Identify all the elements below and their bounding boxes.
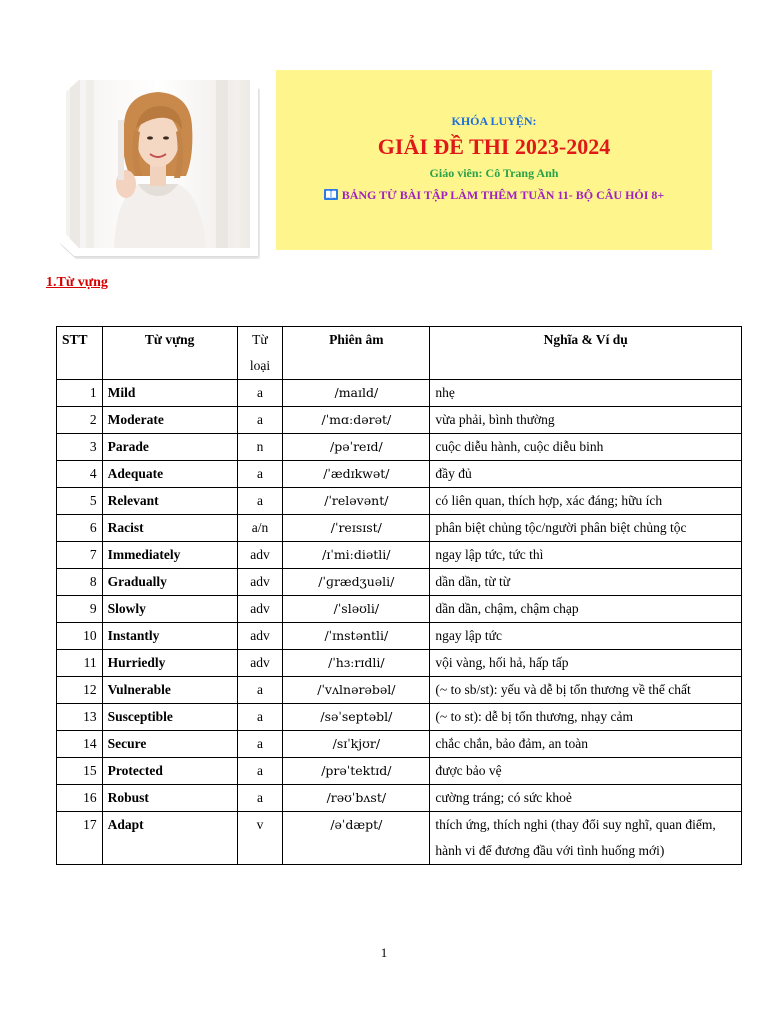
row-word: Gradually	[102, 569, 237, 596]
row-word-type: adv	[237, 542, 283, 569]
row-word: Vulnerable	[102, 677, 237, 704]
table-row	[57, 380, 742, 407]
row-stt: 7	[57, 542, 103, 569]
row-ipa: /prəˈtektɪd/	[283, 758, 430, 785]
row-meaning: vội vàng, hối hả, hấp tấp	[430, 650, 742, 677]
row-stt: 2	[57, 407, 103, 434]
row-word-type: a	[237, 488, 283, 515]
row-ipa: /maɪld/	[283, 380, 430, 407]
row-meaning: cường tráng; có sức khoẻ	[430, 785, 742, 812]
header-stt: STT	[57, 327, 103, 380]
row-ipa: /rəʊˈbʌst/	[283, 785, 430, 812]
page-number: 1	[380, 945, 388, 960]
table-row	[57, 785, 742, 812]
row-ipa: /pəˈreɪd/	[283, 434, 430, 461]
row-word-type: a	[237, 677, 283, 704]
row-meaning: ngay lập tức, tức thì	[430, 542, 742, 569]
row-word: Susceptible	[102, 704, 237, 731]
row-word-type: a	[237, 461, 283, 488]
row-ipa: /əˈdæpt/	[283, 812, 430, 865]
row-word-type: a	[237, 704, 283, 731]
section-title-vocabulary: 1.Từ vựng	[46, 275, 108, 290]
row-meaning: (~ to sb/st): yếu và dễ bị tổn thương về thể chất	[430, 677, 742, 704]
row-word-type: a	[237, 731, 283, 758]
teacher-name: Giáo viên: Cô Trang Anh	[429, 166, 559, 180]
row-stt: 11	[57, 650, 103, 677]
row-meaning: vừa phải, bình thường	[430, 407, 742, 434]
row-meaning: (~ to st): dễ bị tổn thương, nhạy cảm	[430, 704, 742, 731]
table-header-row	[57, 327, 742, 380]
banner-subtitle	[276, 188, 712, 203]
row-word: Immediately	[102, 542, 237, 569]
row-meaning: có liên quan, thích hợp, xác đáng; hữu ích	[430, 488, 742, 515]
row-stt: 5	[57, 488, 103, 515]
row-stt: 4	[57, 461, 103, 488]
table-row	[57, 488, 742, 515]
table-row	[57, 677, 742, 704]
row-word-type: a	[237, 758, 283, 785]
row-ipa: /ˈreləvənt/	[283, 488, 430, 515]
course-title: GIẢI ĐỀ THI 2023-2024	[377, 134, 611, 159]
row-word: Robust	[102, 785, 237, 812]
row-stt: 16	[57, 785, 103, 812]
row-word: Relevant	[102, 488, 237, 515]
row-word-type: adv	[237, 650, 283, 677]
row-word-type: adv	[237, 596, 283, 623]
row-meaning: dần dần, chậm, chậm chạp	[430, 596, 742, 623]
row-stt: 12	[57, 677, 103, 704]
row-word: Adequate	[102, 461, 237, 488]
header-meaning: Nghĩa & Ví dụ	[430, 327, 742, 380]
table-row	[57, 515, 742, 542]
row-ipa: /ˈmɑːdərət/	[283, 407, 430, 434]
table-row	[57, 731, 742, 758]
row-ipa: /ˈreɪsɪst/	[283, 515, 430, 542]
banner-subtitle-text: BẢNG TỪ BÀI TẬP LÀM THÊM TUẦN 11- BỘ CÂU HỎI 8+	[341, 188, 665, 202]
row-stt: 9	[57, 596, 103, 623]
open-book-icon	[324, 189, 338, 200]
row-word-type: v	[237, 812, 283, 865]
row-word-type: adv	[237, 569, 283, 596]
row-word: Protected	[102, 758, 237, 785]
table-row	[57, 812, 742, 865]
table-row	[57, 704, 742, 731]
header-word: Từ vựng	[102, 327, 237, 380]
row-ipa: /ˈhɜːrɪdli/	[283, 650, 430, 677]
row-ipa: /ˈædɪkwət/	[283, 461, 430, 488]
row-stt: 1	[57, 380, 103, 407]
row-meaning: dần dần, từ từ	[430, 569, 742, 596]
row-stt: 15	[57, 758, 103, 785]
row-stt: 13	[57, 704, 103, 731]
row-meaning: được bảo vệ	[430, 758, 742, 785]
row-ipa: /ˈɪnstəntli/	[283, 623, 430, 650]
row-word: Moderate	[102, 407, 237, 434]
row-stt: 17	[57, 812, 103, 865]
table-row	[57, 569, 742, 596]
row-word: Mild	[102, 380, 237, 407]
row-stt: 3	[57, 434, 103, 461]
row-word-type: adv	[237, 623, 283, 650]
row-word: Hurriedly	[102, 650, 237, 677]
row-meaning: thích ứng, thích nghi (thay đổi suy nghĩ, quan điểm, hành vi để đương đầu với tình huống mới)	[430, 812, 742, 865]
row-meaning: cuộc diễu hành, cuộc diễu binh	[430, 434, 742, 461]
row-meaning: ngay lập tức	[430, 623, 742, 650]
row-ipa: /ˈvʌlnərəbəl/	[283, 677, 430, 704]
row-word: Secure	[102, 731, 237, 758]
row-word: Adapt	[102, 812, 237, 865]
row-word-type: n	[237, 434, 283, 461]
vocabulary-table	[56, 326, 742, 865]
row-meaning: nhẹ	[430, 380, 742, 407]
table-row	[57, 623, 742, 650]
table-row	[57, 650, 742, 677]
row-ipa: /ɪˈmiːdiətli/	[283, 542, 430, 569]
table-row	[57, 542, 742, 569]
row-word-type: a	[237, 407, 283, 434]
row-word: Instantly	[102, 623, 237, 650]
course-banner	[276, 70, 712, 250]
row-ipa: /ˈɡrædʒuəli/	[283, 569, 430, 596]
row-ipa: /ˈsləʊli/	[283, 596, 430, 623]
row-stt: 6	[57, 515, 103, 542]
table-row	[57, 407, 742, 434]
table-body	[57, 380, 742, 865]
row-word-type: a/n	[237, 515, 283, 542]
row-word: Parade	[102, 434, 237, 461]
header-word-type: Từ loại	[237, 327, 283, 380]
row-word-type: a	[237, 380, 283, 407]
row-word-type: a	[237, 785, 283, 812]
course-label: KHÓA LUYỆN:	[451, 114, 537, 128]
row-meaning: chắc chắn, bảo đảm, an toàn	[430, 731, 742, 758]
row-word: Slowly	[102, 596, 237, 623]
table-row	[57, 596, 742, 623]
table-row	[57, 434, 742, 461]
row-stt: 8	[57, 569, 103, 596]
teacher-photo	[66, 80, 250, 248]
row-stt: 14	[57, 731, 103, 758]
row-ipa: /sɪˈkjʊr/	[283, 731, 430, 758]
table-row	[57, 461, 742, 488]
header-ipa: Phiên âm	[283, 327, 430, 380]
row-stt: 10	[57, 623, 103, 650]
row-word: Racist	[102, 515, 237, 542]
row-meaning: phân biệt chủng tộc/người phân biệt chủng tộc	[430, 515, 742, 542]
row-ipa: /səˈseptəbl/	[283, 704, 430, 731]
table-row	[57, 758, 742, 785]
row-meaning: đầy đủ	[430, 461, 742, 488]
